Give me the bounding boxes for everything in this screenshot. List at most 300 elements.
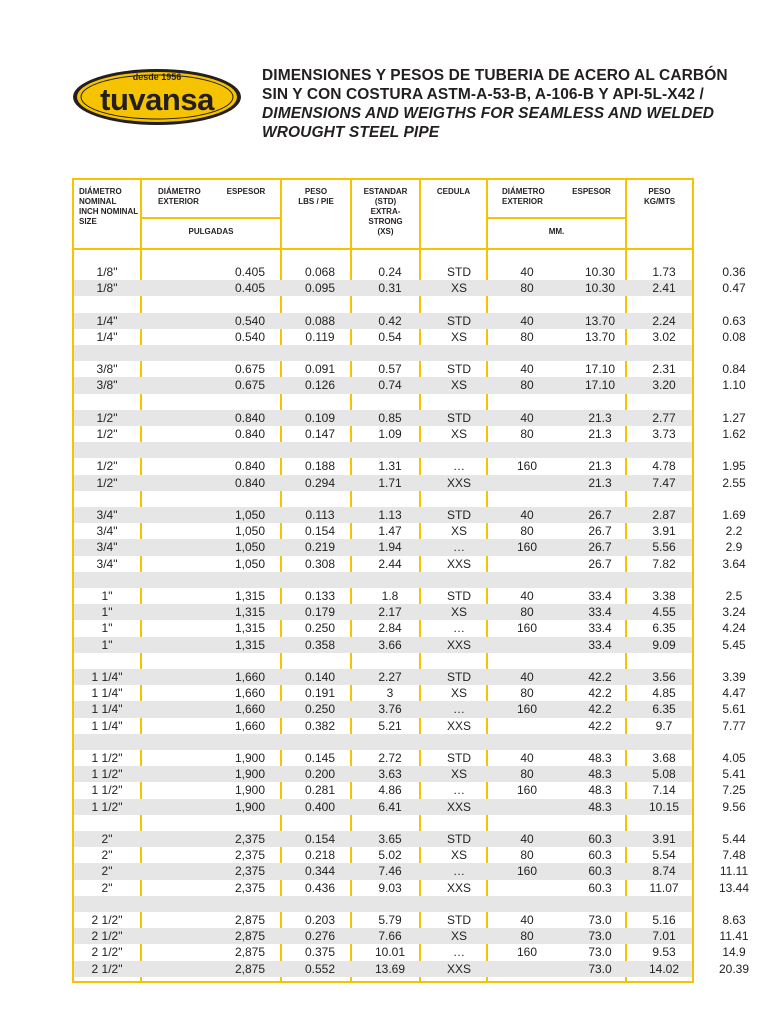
table-row — [74, 539, 743, 555]
cell-wall-thickness-in: 0.552 — [304, 961, 336, 976]
cell-weight-lbs-ft: 2.72 — [378, 751, 402, 765]
cell-outside-diameter-in: 1,660 — [234, 686, 266, 701]
cell-schedule: XS — [450, 605, 467, 620]
cell-wall-thickness-in: 0.200 — [304, 767, 336, 782]
cell-weight-kg-m: 20.39 — [718, 961, 750, 976]
cell-wall-thickness-mm: 2.87 — [652, 508, 676, 522]
table-row — [74, 701, 746, 717]
cell-weight-kg-m: 1.62 — [722, 427, 746, 441]
cell-wall-thickness-in: 0.294 — [304, 475, 336, 490]
cell-weight-kg-m: 5.45 — [722, 637, 746, 652]
document-title — [262, 66, 732, 142]
cell-weight-lbs-ft: 0.54 — [378, 329, 402, 344]
cell-nominal-size: 2" — [101, 848, 113, 863]
cell-weight-lbs-ft: 10.01 — [374, 945, 406, 960]
cell-outside-diameter-mm: 17.10 — [584, 362, 616, 377]
table-row — [74, 669, 746, 685]
cell-wall-thickness-mm: 6.35 — [652, 702, 676, 717]
cell-outside-diameter-mm: 33.4 — [588, 621, 612, 636]
cell-weight-kg-m: 14.9 — [722, 945, 746, 960]
pipe-dimensions-table — [72, 178, 750, 983]
cell-outside-diameter-in: 0.405 — [234, 281, 266, 296]
cell-cedula: 40 — [520, 362, 534, 377]
cell-wall-thickness-mm: 5.54 — [652, 848, 676, 863]
cell-weight-kg-m: 0.36 — [722, 265, 746, 279]
cell-cedula: 40 — [520, 508, 534, 522]
cell-nominal-size: 1" — [101, 589, 113, 603]
table-row — [74, 831, 746, 847]
cell-wall-thickness-in: 0.179 — [304, 605, 336, 620]
cell-cedula: 80 — [520, 329, 534, 344]
cell-outside-diameter-in: 1,050 — [234, 540, 266, 555]
cell-weight-lbs-ft: 5.21 — [378, 718, 402, 733]
title-line-2: SIN Y CON COSTURA ASTM-A-53-B, A-106-B Y API-5L-X42 / — [262, 86, 704, 103]
cell-wall-thickness-mm: 2.24 — [652, 313, 676, 328]
cell-weight-lbs-ft: 9.03 — [378, 880, 402, 895]
cell-cedula — [487, 556, 567, 572]
cell-wall-thickness-mm: 9.7 — [655, 718, 673, 733]
cell-weight-kg-m: 4.05 — [722, 751, 746, 765]
header-weight-kg: PESO KG/MTS — [643, 187, 676, 206]
cell-weight-kg-m: 1.10 — [722, 378, 746, 393]
cell-cedula — [487, 880, 567, 896]
cell-outside-diameter-in: 1,050 — [234, 508, 266, 522]
cell-wall-thickness-mm: 7.14 — [652, 783, 676, 798]
row-shading — [74, 572, 692, 588]
cell-cedula: 160 — [516, 702, 538, 717]
cell-wall-thickness-mm: 2.31 — [652, 362, 676, 377]
cell-outside-diameter-mm: 60.3 — [588, 848, 612, 863]
cell-nominal-size: 3/4" — [96, 556, 118, 571]
cell-nominal-size: 1" — [101, 637, 113, 652]
cell-outside-diameter-mm: 26.7 — [588, 508, 612, 522]
cell-outside-diameter-in: 2,375 — [234, 880, 266, 895]
cell-schedule: … — [453, 783, 465, 798]
cell-nominal-size: 1/8" — [96, 281, 118, 296]
header-weight-lbs: PESO LBS / PIE — [298, 187, 334, 206]
cell-nominal-size: 1/2" — [96, 427, 118, 441]
cell-wall-thickness-mm: 5.56 — [652, 540, 676, 555]
row-shading — [74, 345, 692, 361]
cell-wall-thickness-mm: 2.77 — [652, 410, 676, 425]
cell-cedula — [487, 475, 567, 491]
cell-weight-lbs-ft: 3.66 — [378, 637, 402, 652]
cell-wall-thickness-mm: 3.56 — [652, 670, 676, 684]
cell-weight-kg-m: 9.56 — [722, 799, 746, 814]
cell-weight-lbs-ft: 2.17 — [378, 605, 402, 620]
cell-wall-thickness-mm: 7.47 — [652, 475, 676, 490]
cell-wall-thickness-in: 0.140 — [304, 670, 336, 684]
cell-outside-diameter-in: 1,900 — [234, 783, 266, 798]
cell-cedula — [487, 637, 567, 653]
cell-weight-kg-m: 5.44 — [722, 832, 746, 846]
table-row — [74, 685, 746, 701]
cell-weight-kg-m: 7.77 — [722, 718, 746, 733]
cell-wall-thickness-mm: 3.20 — [652, 378, 676, 393]
cell-wall-thickness-in: 0.154 — [304, 832, 336, 846]
cell-nominal-size: 1 1/2" — [91, 767, 123, 782]
cell-schedule: STD — [447, 751, 471, 765]
cell-wall-thickness-in: 0.281 — [304, 783, 336, 798]
table-row — [74, 928, 749, 944]
table-row — [74, 280, 746, 296]
table-row — [74, 912, 746, 928]
table-row — [74, 782, 746, 798]
cell-weight-lbs-ft: 13.69 — [374, 961, 406, 976]
cell-wall-thickness-in: 0.088 — [304, 313, 336, 328]
header-schedule-std-xs: ESTANDAR (STD) EXTRA- STRONG (XS) — [363, 187, 408, 236]
cell-outside-diameter-mm: 60.3 — [588, 880, 612, 895]
cell-nominal-size: 1/4" — [96, 329, 118, 344]
cell-outside-diameter-in: 0.840 — [234, 427, 266, 441]
cell-wall-thickness-in: 0.145 — [304, 751, 336, 765]
cell-cedula: 40 — [520, 313, 534, 328]
title-line-1: DIMENSIONES Y PESOS DE TUBERIA DE ACERO AL CARBÓN — [262, 67, 728, 84]
cell-schedule: XS — [450, 929, 467, 944]
table-row — [74, 847, 746, 863]
cell-schedule: XS — [450, 329, 467, 344]
cell-cedula: 40 — [520, 589, 534, 603]
cell-schedule: XXS — [446, 556, 471, 571]
cell-wall-thickness-in: 0.250 — [304, 621, 336, 636]
cell-wall-thickness-in: 0.400 — [304, 799, 336, 814]
cell-outside-diameter-in: 1,315 — [234, 621, 266, 636]
table-row — [74, 426, 746, 442]
cell-wall-thickness-mm: 3.91 — [652, 832, 676, 846]
cell-schedule: XXS — [446, 961, 471, 976]
cell-weight-kg-m: 3.64 — [722, 556, 746, 571]
cell-weight-kg-m: 0.63 — [722, 313, 746, 328]
cell-outside-diameter-mm: 13.70 — [584, 313, 616, 328]
cell-wall-thickness-mm: 14.02 — [648, 961, 680, 976]
cell-outside-diameter-mm: 21.3 — [588, 410, 612, 425]
cell-weight-kg-m: 4.47 — [722, 686, 746, 701]
table-row — [74, 264, 746, 280]
cell-nominal-size: 2" — [101, 880, 113, 895]
cell-weight-kg-m: 2.55 — [722, 475, 746, 490]
cell-weight-lbs-ft: 0.31 — [378, 281, 402, 296]
cell-outside-diameter-in: 0.840 — [234, 459, 266, 474]
cell-wall-thickness-mm: 2.41 — [652, 281, 676, 296]
cell-cedula: 80 — [520, 378, 534, 393]
cell-weight-lbs-ft: 1.09 — [378, 427, 402, 441]
cell-schedule: XXS — [446, 799, 471, 814]
cell-nominal-size: 1" — [101, 605, 113, 620]
table-row — [74, 377, 746, 393]
cell-cedula — [487, 799, 567, 815]
cell-wall-thickness-in: 0.344 — [304, 864, 336, 879]
cell-wall-thickness-mm: 4.78 — [652, 459, 676, 474]
cell-cedula: 160 — [516, 945, 538, 960]
cell-wall-thickness-in: 0.436 — [304, 880, 336, 895]
cell-wall-thickness-mm: 3.68 — [652, 751, 676, 765]
cell-schedule: XS — [450, 524, 467, 539]
table-row — [74, 750, 746, 766]
cell-wall-thickness-mm: 4.85 — [652, 686, 676, 701]
cell-weight-kg-m: 3.24 — [722, 605, 746, 620]
cell-wall-thickness-mm: 7.82 — [652, 556, 676, 571]
cell-weight-kg-m: 2.2 — [725, 524, 743, 539]
cell-outside-diameter-mm: 21.3 — [588, 475, 612, 490]
logo-brand: tuvansa — [100, 82, 214, 117]
cell-outside-diameter-mm: 73.0 — [588, 961, 612, 976]
cell-cedula: 80 — [520, 281, 534, 296]
cell-cedula: 80 — [520, 686, 534, 701]
cell-schedule: STD — [447, 362, 471, 377]
table-row — [74, 766, 746, 782]
cell-outside-diameter-mm: 10.30 — [584, 281, 616, 296]
table-row — [74, 475, 746, 491]
cell-weight-lbs-ft: 0.24 — [378, 265, 402, 279]
cell-outside-diameter-mm: 26.7 — [588, 540, 612, 555]
cell-weight-lbs-ft: 1.47 — [378, 524, 402, 539]
cell-wall-thickness-mm: 1.73 — [652, 265, 676, 279]
cell-nominal-size: 1 1/2" — [91, 751, 123, 765]
table-row — [74, 718, 746, 734]
cell-schedule: … — [453, 459, 465, 474]
cell-outside-diameter-in: 1,900 — [234, 799, 266, 814]
header-wall-thickness-mm: ESPESOR — [572, 187, 611, 196]
cell-wall-thickness-mm: 5.16 — [652, 913, 676, 927]
table-row — [74, 637, 746, 653]
cell-outside-diameter-in: 1,050 — [234, 556, 266, 571]
cell-outside-diameter-in: 2,875 — [234, 945, 266, 960]
cell-cedula: 160 — [516, 459, 538, 474]
cell-wall-thickness-in: 0.358 — [304, 637, 336, 652]
cell-wall-thickness-in: 0.308 — [304, 556, 336, 571]
cell-weight-kg-m: 2.5 — [725, 589, 743, 603]
cell-weight-kg-m: 5.41 — [722, 767, 746, 782]
cell-cedula: 80 — [520, 427, 534, 441]
cell-outside-diameter-mm: 33.4 — [588, 589, 612, 603]
cell-weight-lbs-ft: 6.41 — [378, 799, 402, 814]
cell-nominal-size: 1/2" — [96, 475, 118, 490]
cell-wall-thickness-mm: 9.53 — [652, 945, 676, 960]
logo-tagline: desde 1956 — [132, 72, 182, 82]
cell-cedula: 160 — [516, 621, 538, 636]
cell-schedule: … — [453, 621, 465, 636]
cell-cedula: 160 — [516, 783, 538, 798]
cell-outside-diameter-mm: 60.3 — [588, 832, 612, 846]
cell-outside-diameter-in: 0.675 — [234, 378, 266, 393]
cell-wall-thickness-in: 0.126 — [304, 378, 336, 393]
cell-weight-lbs-ft: 1.94 — [378, 540, 402, 555]
cell-nominal-size: 3/4" — [96, 524, 118, 539]
cell-weight-lbs-ft: 4.86 — [378, 783, 402, 798]
table-row — [74, 799, 746, 815]
cell-schedule: XXS — [446, 637, 471, 652]
tuvansa-logo — [72, 68, 242, 126]
cell-schedule: XS — [450, 767, 467, 782]
cell-cedula — [487, 718, 567, 734]
cell-outside-diameter-in: 1,660 — [234, 670, 266, 684]
cell-outside-diameter-mm: 73.0 — [588, 945, 612, 960]
cell-weight-kg-m: 8.63 — [722, 913, 746, 927]
row-shading — [74, 734, 692, 750]
cell-schedule: … — [453, 702, 465, 717]
cell-schedule: STD — [447, 410, 471, 425]
cell-outside-diameter-mm: 10.30 — [584, 265, 616, 279]
cell-schedule: XS — [450, 686, 467, 701]
cell-outside-diameter-in: 0.540 — [234, 313, 266, 328]
table-row — [74, 620, 746, 636]
mm-divider — [486, 217, 625, 219]
cell-wall-thickness-mm: 10.15 — [648, 799, 680, 814]
cell-weight-kg-m: 4.24 — [722, 621, 746, 636]
cell-outside-diameter-mm: 17.10 — [584, 378, 616, 393]
table-row — [74, 329, 746, 345]
cell-weight-lbs-ft: 3 — [386, 686, 394, 701]
cell-schedule: … — [453, 864, 465, 879]
cell-weight-lbs-ft: 0.42 — [378, 313, 402, 328]
cell-wall-thickness-mm: 11.07 — [649, 880, 679, 895]
cell-outside-diameter-in: 0.675 — [234, 362, 266, 377]
cell-wall-thickness-in: 0.109 — [304, 410, 336, 425]
cell-nominal-size: 2" — [101, 864, 113, 879]
cell-outside-diameter-in: 2,375 — [234, 832, 266, 846]
cell-weight-kg-m: 0.84 — [722, 362, 746, 377]
cell-weight-kg-m: 2.9 — [725, 540, 743, 555]
table-row — [74, 523, 743, 539]
header-pulgadas: PULGADAS — [188, 227, 234, 236]
cell-wall-thickness-in: 0.219 — [304, 540, 336, 555]
cell-weight-kg-m: 1.95 — [722, 459, 746, 474]
cell-nominal-size: 2 1/2" — [91, 929, 123, 944]
cell-weight-kg-m: 11.41 — [719, 929, 749, 944]
cell-nominal-size: 2" — [101, 832, 113, 846]
cell-nominal-size: 1/2" — [96, 459, 118, 474]
cell-outside-diameter-in: 1,660 — [234, 718, 266, 733]
cell-weight-lbs-ft: 3.65 — [378, 832, 402, 846]
cell-outside-diameter-in: 0.840 — [234, 475, 266, 490]
cell-weight-lbs-ft: 0.85 — [378, 410, 402, 425]
cell-weight-lbs-ft: 7.66 — [378, 929, 402, 944]
cell-weight-kg-m: 7.48 — [722, 848, 746, 863]
cell-nominal-size: 3/8" — [96, 362, 118, 377]
cell-weight-lbs-ft: 1.13 — [378, 508, 402, 522]
cell-wall-thickness-in: 0.095 — [304, 281, 336, 296]
cell-nominal-size: 2 1/2" — [91, 945, 123, 960]
cell-weight-lbs-ft: 0.74 — [378, 378, 402, 393]
cell-weight-kg-m: 3.39 — [722, 670, 746, 684]
cell-outside-diameter-mm: 73.0 — [588, 929, 612, 944]
cell-nominal-size: 3/4" — [96, 540, 118, 555]
cell-outside-diameter-in: 1,315 — [234, 589, 266, 603]
cell-cedula: 160 — [516, 864, 538, 879]
cell-schedule: XXS — [446, 718, 471, 733]
cell-wall-thickness-mm: 6.35 — [652, 621, 676, 636]
cell-cedula: 80 — [520, 929, 534, 944]
cell-weight-lbs-ft: 3.63 — [378, 767, 402, 782]
cell-weight-kg-m: 1.69 — [722, 508, 746, 522]
cell-cedula: 40 — [520, 410, 534, 425]
cell-outside-diameter-mm: 73.0 — [588, 913, 612, 927]
cell-outside-diameter-mm: 13.70 — [584, 329, 616, 344]
cell-nominal-size: 3/8" — [96, 378, 118, 393]
cell-outside-diameter-in: 1,660 — [234, 702, 266, 717]
cell-wall-thickness-in: 0.113 — [305, 508, 335, 522]
cell-outside-diameter-mm: 48.3 — [588, 751, 612, 765]
cell-wall-thickness-in: 0.276 — [304, 929, 336, 944]
header-mm: MM. — [548, 227, 565, 236]
cell-outside-diameter-mm: 21.3 — [588, 459, 612, 474]
cell-schedule: STD — [447, 589, 471, 603]
cell-weight-lbs-ft: 3.76 — [378, 702, 402, 717]
cell-outside-diameter-in: 0.840 — [234, 410, 266, 425]
cell-nominal-size: 1/2" — [96, 410, 118, 425]
cell-cedula: 40 — [520, 670, 534, 684]
row-shading — [74, 442, 692, 458]
cell-cedula: 80 — [520, 605, 534, 620]
cell-schedule: STD — [447, 265, 471, 279]
table-row — [74, 361, 746, 377]
cell-wall-thickness-in: 0.091 — [304, 362, 336, 377]
cell-wall-thickness-in: 0.203 — [304, 913, 336, 927]
cell-outside-diameter-in: 0.405 — [234, 265, 266, 279]
header-outside-diameter-in: DIÁMETRO EXTERIOR — [158, 187, 201, 206]
cell-wall-thickness-mm: 4.55 — [652, 605, 676, 620]
cell-nominal-size: 3/4" — [96, 508, 118, 522]
header-divider — [74, 248, 692, 250]
cell-nominal-size: 2 1/2" — [91, 913, 123, 927]
cell-nominal-size: 1 1/2" — [91, 799, 123, 814]
cell-wall-thickness-mm: 3.38 — [652, 589, 676, 603]
cell-schedule: XS — [450, 427, 467, 441]
cell-outside-diameter-mm: 48.3 — [588, 767, 612, 782]
cell-outside-diameter-mm: 48.3 — [588, 799, 612, 814]
cell-wall-thickness-in: 0.191 — [304, 686, 336, 701]
title-line-3: DIMENSIONS AND WEIGTHS FOR SEAMLESS AND WELDED — [262, 105, 715, 122]
cell-wall-thickness-mm: 5.08 — [652, 767, 676, 782]
cell-weight-lbs-ft: 1.71 — [378, 475, 402, 490]
cell-outside-diameter-mm: 42.2 — [588, 670, 612, 684]
cell-weight-kg-m: 13.44 — [718, 880, 750, 895]
cell-wall-thickness-in: 0.119 — [305, 329, 335, 344]
title-line-4: WROUGHT STEEL PIPE — [262, 124, 440, 141]
cell-cedula: 40 — [520, 913, 534, 927]
cell-wall-thickness-in: 0.188 — [304, 459, 336, 474]
cell-schedule: XXS — [446, 475, 471, 490]
cell-outside-diameter-in: 1,315 — [234, 637, 266, 652]
cell-outside-diameter-in: 0.540 — [234, 329, 266, 344]
row-shading — [74, 896, 692, 912]
cell-weight-kg-m: 1.27 — [722, 410, 746, 425]
cell-outside-diameter-in: 1,900 — [234, 751, 266, 765]
cell-schedule: XS — [450, 281, 467, 296]
cell-outside-diameter-in: 1,900 — [234, 767, 266, 782]
cell-wall-thickness-mm: 3.91 — [652, 524, 676, 539]
cell-weight-lbs-ft: 2.44 — [378, 556, 402, 571]
cell-weight-kg-m: 5.61 — [722, 702, 746, 717]
cell-outside-diameter-mm: 21.3 — [588, 427, 612, 441]
cell-nominal-size: 1 1/4" — [91, 686, 123, 701]
cell-outside-diameter-mm: 48.3 — [588, 783, 612, 798]
table-row — [74, 880, 750, 896]
cell-outside-diameter-mm: 33.4 — [588, 637, 612, 652]
cell-cedula: 40 — [520, 751, 534, 765]
cell-wall-thickness-in: 0.382 — [304, 718, 336, 733]
cell-weight-lbs-ft: 1.31 — [378, 459, 402, 474]
cell-schedule: XS — [450, 848, 467, 863]
cell-wall-thickness-in: 0.147 — [304, 427, 336, 441]
cell-outside-diameter-in: 2,875 — [234, 913, 266, 927]
cell-weight-kg-m: 7.25 — [722, 783, 746, 798]
cell-nominal-size: 1/8" — [96, 265, 118, 279]
cell-weight-kg-m: 0.08 — [722, 329, 746, 344]
cell-wall-thickness-in: 0.218 — [304, 848, 336, 863]
cell-schedule: STD — [447, 913, 471, 927]
cell-nominal-size: 1" — [101, 621, 113, 636]
